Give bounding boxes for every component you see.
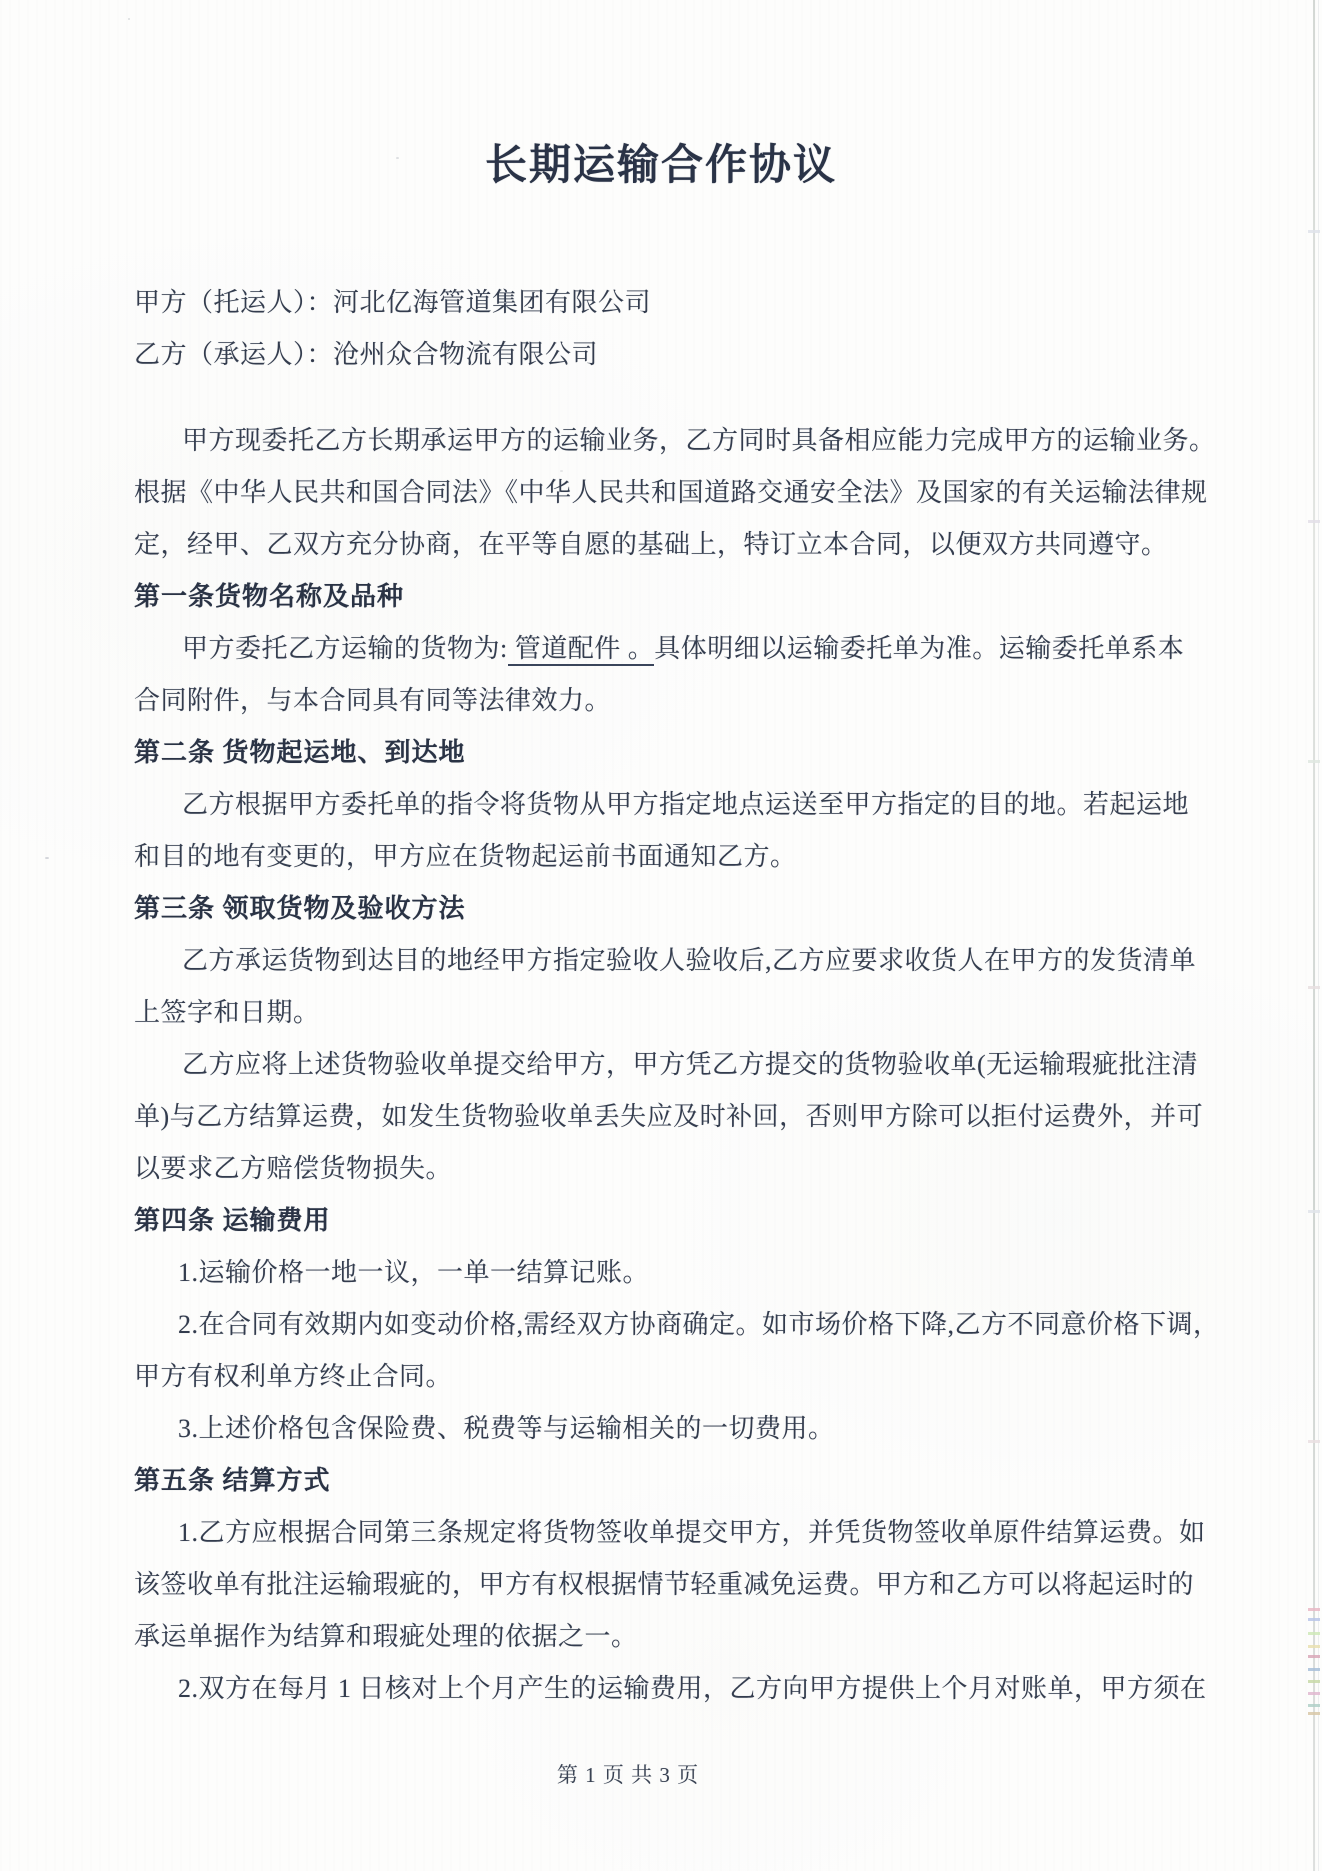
article-2-heading: 第二条 货物起运地、到达地 [134,738,466,767]
article-3-heading: 第三条 领取货物及验收方法 [134,894,466,923]
scan-edge-line [1313,0,1315,1871]
page-number-footer: 第 1 页 共 3 页 [556,1763,700,1787]
scan-speck [128,18,130,20]
contract-line: 上签字和日期。 [134,998,320,1027]
clause-item-line: 1.乙方应根据合同第三条规定将货物签收单提交甲方，并凭货物签收单原件结算运费。如 [178,1518,1206,1547]
article-1-heading: 第一条货物名称及品种 [134,582,405,611]
goods-name-underlined: 管道配件 。 [508,634,655,666]
article-4-heading: 第四条 运输费用 [134,1206,331,1235]
scan-noise-tick [1308,760,1320,763]
scan-noise-tick [1308,230,1320,233]
scan-noise-tick [1308,986,1320,989]
scan-speck [396,157,399,159]
contract-title: 长期运输合作协议 [484,143,837,189]
party-a-line: 甲方（托运人）：河北亿海管道集团有限公司 [134,288,652,317]
contract-line: 合同附件，与本合同具有同等法律效力。 [134,686,612,715]
goods-line-prefix: 甲方委托乙方运输的货物为: [182,634,508,663]
contract-line: 该签收单有批注运输瑕疵的，甲方有权根据情节轻重减免运费。甲方和乙方可以将起运时的 [134,1570,1195,1599]
scan-noise-tick [1308,1632,1320,1635]
scan-noise-tick [1308,1668,1320,1671]
contract-line: 单)与乙方结算运费，如发生货物验收单丢失应及时补回，否则甲方除可以拒付运费外，并可 [134,1102,1204,1131]
preamble-line: 根据《中华人民共和国合同法》《中华人民共和国道路交通安全法》及国家的有关运输法律规 [134,478,1208,507]
preamble-line: 定，经甲、乙双方充分协商，在平等自愿的基础上，特订立本合同，以便双方共同遵守。 [134,530,1168,559]
scan-noise-tick [1308,1608,1320,1611]
scan-noise-tick [1308,1704,1320,1707]
clause-item-line: 3.上述价格包含保险费、税费等与运输相关的一切费用。 [178,1414,835,1443]
contract-line: 以要求乙方赔偿货物损失。 [134,1154,453,1183]
scan-speck [45,857,49,859]
contract-line: 乙方承运货物到达目的地经甲方指定验收人验收后,乙方应要求收货人在甲方的发货清单 [182,946,1197,975]
goods-line [134,623,1220,675]
contract-line: 承运单据作为结算和瑕疵处理的依据之一。 [134,1622,638,1651]
scan-edge-line [1318,0,1319,1871]
goods-line-suffix: 具体明细以运输委托单为准。运输委托单系本 [654,634,1185,663]
contract-body [134,277,1220,1715]
scan-noise-tick [1308,1655,1320,1658]
contract-line: 乙方根据甲方委托单的指令将货物从甲方指定地点运送至甲方指定的目的地。若起运地 [182,790,1190,819]
scan-noise-tick [1308,1712,1320,1715]
scan-noise-tick [1308,1692,1320,1695]
scan-noise-tick [1308,520,1320,523]
article-5-heading: 第五条 结算方式 [134,1466,331,1495]
contract-line: 甲方有权利单方终止合同。 [134,1362,453,1391]
scan-noise-tick [1308,1210,1320,1213]
preamble-line: 甲方现委托乙方长期承运甲方的运输业务，乙方同时具备相应能力完成甲方的运输业务。 [182,426,1216,455]
clause-item-line: 2.双方在每月 1 日核对上个月产生的运输费用，乙方向甲方提供上个月对账单，甲方须在 [178,1674,1207,1703]
clause-item-line: 1.运输价格一地一议，一单一结算记账。 [178,1258,650,1287]
contract-line: 和目的地有变更的，甲方应在货物起运前书面通知乙方。 [134,842,797,871]
scan-noise-tick [1308,1440,1320,1443]
party-b-line: 乙方（承运人）：沧州众合物流有限公司 [134,340,599,369]
scan-noise-tick [1308,1645,1320,1648]
clause-item-line: 2.在合同有效期内如变动价格,需经双方协商确定。如市场价格下降,乙方不同意价格下调， [178,1310,1220,1339]
scan-speck [560,470,563,472]
scan-noise-tick [1308,1680,1320,1683]
scan-noise-tick [1308,1618,1320,1621]
contract-line: 乙方应将上述货物验收单提交给甲方，甲方凭乙方提交的货物验收单(无运输瑕疵批注清 [182,1050,1199,1079]
